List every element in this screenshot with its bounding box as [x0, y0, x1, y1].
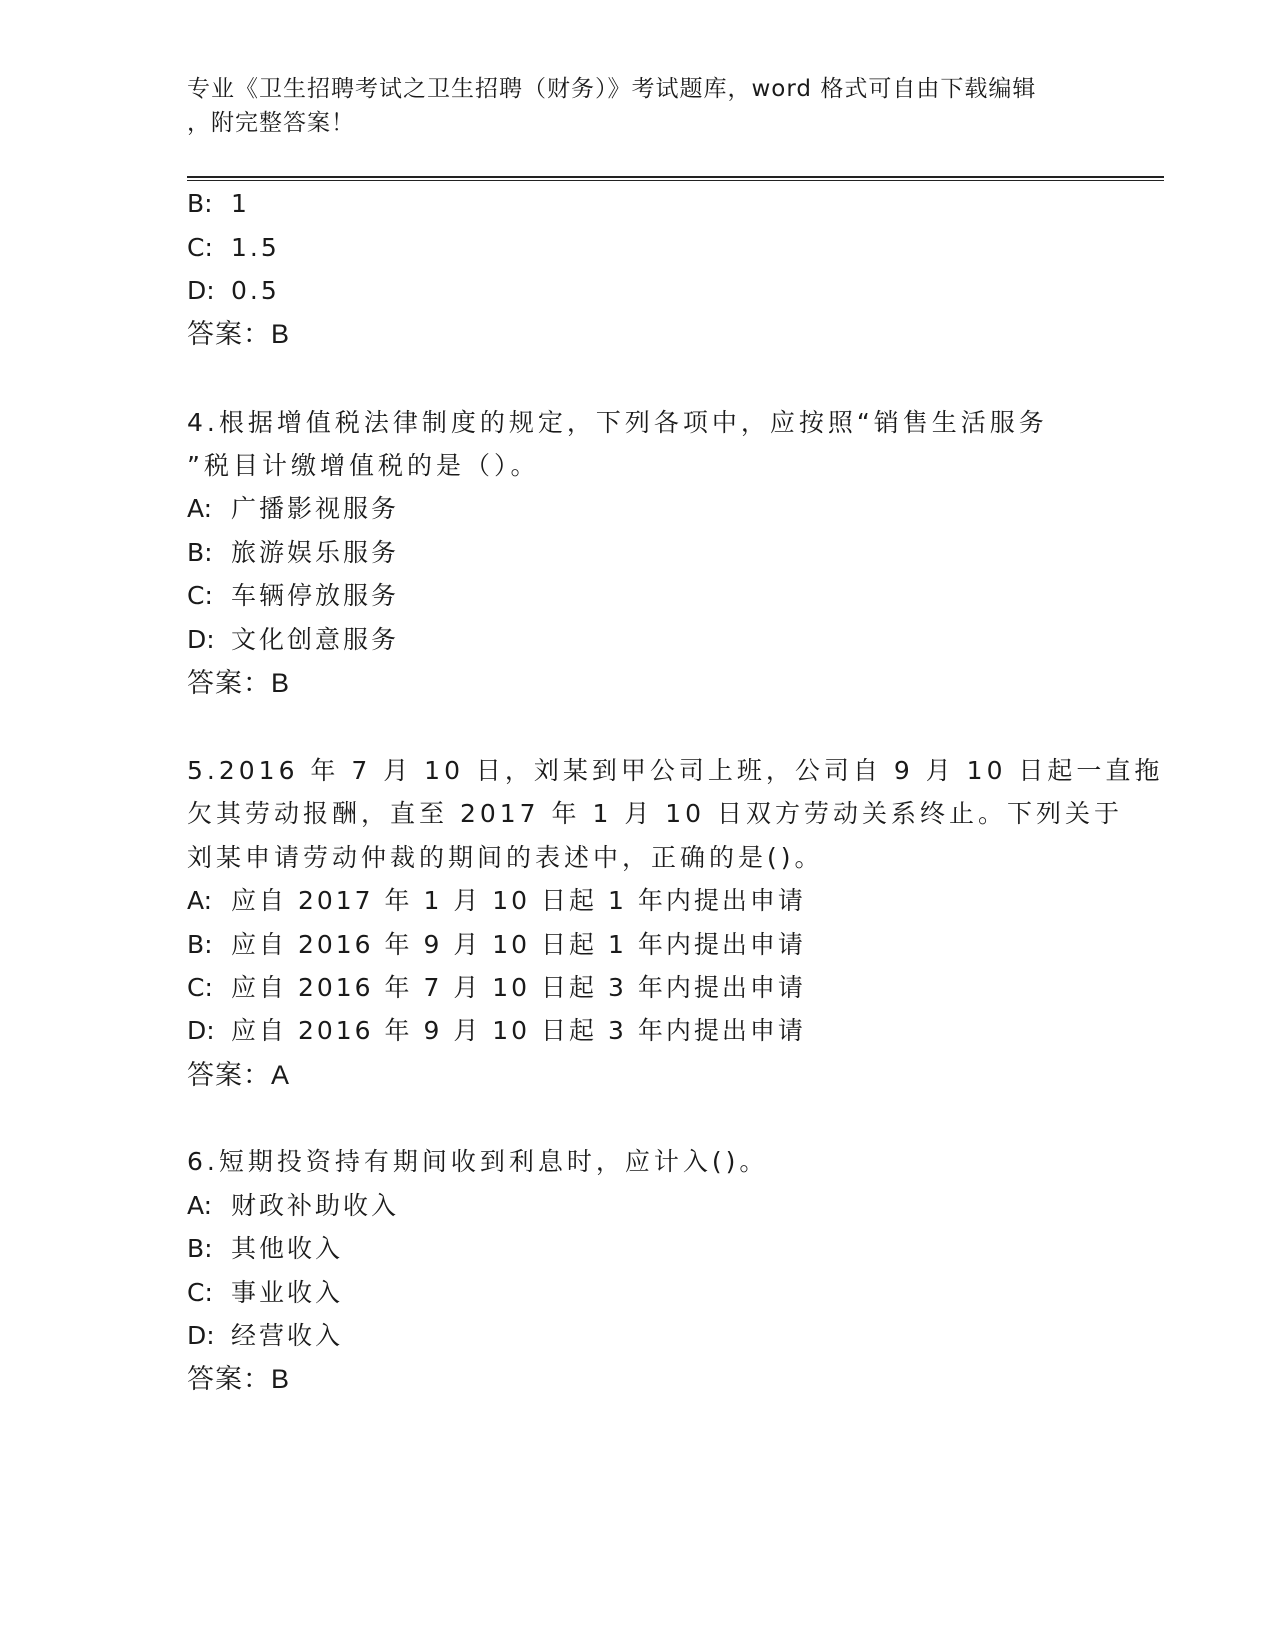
q3-answer: 答案：B [187, 319, 291, 349]
q5-option-c: C: 应自 2016 年 7 月 10 日起 3 年内提出申请 [187, 973, 806, 1002]
q6-option-c: C: 事业收入 [187, 1278, 344, 1307]
q5-option-a: A: 应自 2017 年 1 月 10 日起 1 年内提出申请 [187, 886, 806, 915]
q5-answer: 答案：A [187, 1060, 291, 1090]
q5-option-d: D: 应自 2016 年 9 月 10 日起 3 年内提出申请 [187, 1016, 806, 1045]
q5-question-line-2: 欠其劳动报酬，直至 2017 年 1 月 10 日双方劳动关系终止。下列关于 [187, 799, 1124, 828]
q6-option-b: B: 其他收入 [187, 1234, 344, 1263]
q5-option-b: B: 应自 2016 年 9 月 10 日起 1 年内提出申请 [187, 930, 806, 959]
document-header [187, 72, 1087, 140]
q6-option-a: A: 财政补助收入 [187, 1191, 400, 1220]
header-line-1: 专业《卫生招聘考试之卫生招聘（财务）》考试题库，word 格式可自由下载编辑 [187, 76, 1037, 102]
q4-option-c: C: 车辆停放服务 [187, 581, 400, 610]
q5-question-line-3: 刘某申请劳动仲裁的期间的表述中，正确的是()。 [187, 843, 824, 872]
q3-option-c: C: 1.5 [187, 233, 280, 262]
q6-question-line-1: 6.短期投资持有期间收到利息时，应计入()。 [187, 1147, 769, 1176]
q4-question-line-2: ”税目计缴增值税的是（）。 [187, 451, 540, 480]
q4-option-a: A: 广播影视服务 [187, 494, 400, 523]
q4-answer: 答案：B [187, 668, 291, 698]
header-divider [187, 176, 1164, 181]
q4-option-b: B: 旅游娱乐服务 [187, 538, 400, 567]
q3-option-b: B: 1 [187, 189, 250, 218]
header-line-2: ，附完整答案！ [187, 110, 355, 136]
q4-option-d: D: 文化创意服务 [187, 625, 400, 654]
q6-answer: 答案：B [187, 1364, 291, 1394]
q6-option-d: D: 经营收入 [187, 1321, 344, 1350]
q4-question-line-1: 4.根据增值税法律制度的规定，下列各项中，应按照“销售生活服务 [187, 408, 1048, 437]
q5-question-line-1: 5.2016 年 7 月 10 日，刘某到甲公司上班，公司自 9 月 10 日起一直拖 [187, 756, 1164, 785]
q3-option-d: D: 0.5 [187, 276, 280, 305]
